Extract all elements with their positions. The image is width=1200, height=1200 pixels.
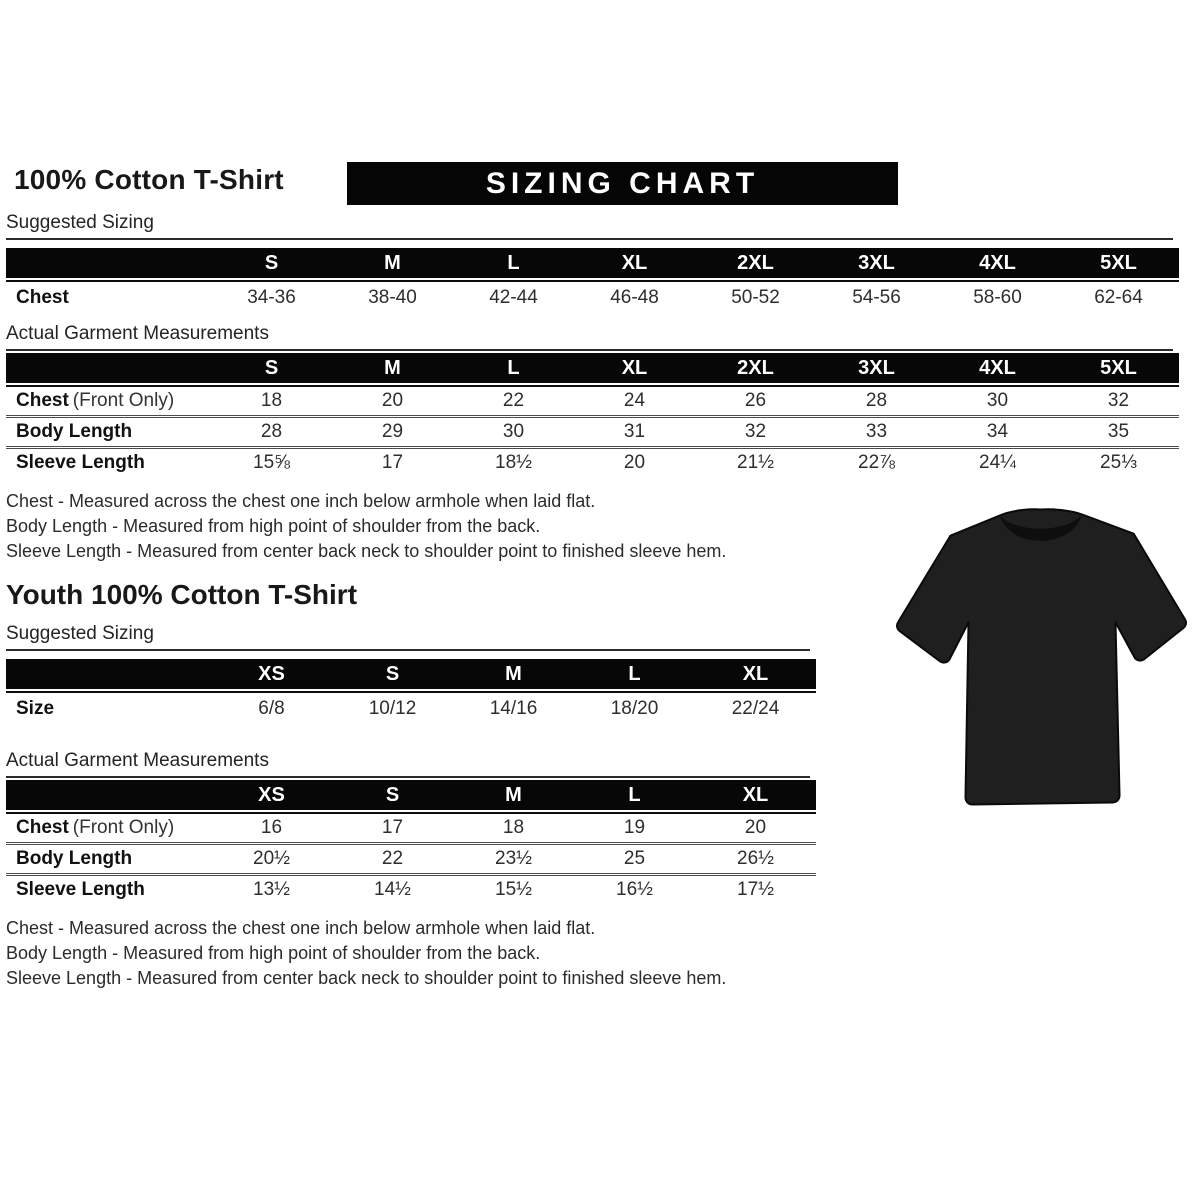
data-cell: 22/24 (731, 698, 780, 719)
row-label: Size (16, 698, 55, 719)
data-cell: 30 (502, 421, 525, 442)
page-title: 100% Cotton T-Shirt (14, 164, 284, 195)
adult-measurements-heading: Actual Garment Measurements (6, 323, 1173, 351)
data-cell: 10/12 (368, 698, 417, 719)
col-header: L (507, 357, 520, 379)
data-cell: 62-64 (1094, 287, 1143, 308)
col-header: 2XL (737, 252, 774, 274)
note-line: Body Length - Measured from high point of shoulder from the back. (6, 943, 541, 963)
data-cell: 35 (1107, 421, 1130, 442)
data-cell: 32 (744, 421, 767, 442)
row-label: Chest (Front Only) (16, 817, 175, 838)
data-cell: 18½ (495, 452, 532, 473)
data-cell: 34 (986, 421, 1009, 442)
data-cell: 20½ (253, 848, 290, 869)
col-header: 4XL (979, 357, 1016, 379)
data-cell: 14/16 (489, 698, 538, 719)
col-header: 5XL (1100, 357, 1137, 379)
data-cell: 14½ (374, 879, 411, 900)
col-header: XS (258, 784, 285, 806)
col-header: XL (621, 252, 648, 274)
table-row (6, 814, 816, 845)
data-cell: 22 (381, 848, 404, 869)
adult-suggested-heading: Suggested Sizing (6, 212, 1173, 240)
data-cell: 17 (381, 452, 404, 473)
col-header: S (385, 663, 400, 685)
data-cell: 26½ (737, 848, 774, 869)
row-label: Body Length (16, 421, 133, 442)
row-label: Body Length (16, 848, 133, 869)
sizing-chart-banner (347, 162, 898, 205)
table-row (6, 876, 816, 904)
col-header: L (628, 784, 641, 806)
youth-notes (6, 916, 1179, 991)
youth-measurements-heading: Actual Garment Measurements (6, 750, 810, 778)
data-cell: 46-48 (610, 287, 659, 308)
data-cell: 38-40 (368, 287, 417, 308)
data-cell: 26 (744, 390, 767, 411)
table-row (6, 845, 816, 876)
col-header: 3XL (858, 357, 895, 379)
data-cell: 28 (865, 390, 888, 411)
youth-title: Youth 100% Cotton T-Shirt (6, 579, 358, 610)
tshirt-image (890, 474, 1192, 834)
col-header: M (384, 252, 401, 274)
col-header: M (505, 784, 522, 806)
data-cell: 31 (623, 421, 646, 442)
data-cell: 23½ (495, 848, 532, 869)
data-cell: 32 (1107, 390, 1130, 411)
data-cell: 20 (381, 390, 404, 411)
note-line: Sleeve Length - Measured from center back neck to shoulder point to finished sleeve hem. (6, 968, 727, 988)
sizing-chart-banner-text: SIZING CHART (485, 166, 760, 200)
data-cell: 20 (744, 817, 767, 838)
col-header: 5XL (1100, 252, 1137, 274)
data-cell: 28 (260, 421, 283, 442)
data-cell: 33 (865, 421, 888, 442)
data-cell: 20 (623, 452, 646, 473)
data-cell: 16½ (616, 879, 653, 900)
row-label-suffix: (Front Only) (72, 390, 175, 411)
data-cell: 15⅝ (253, 452, 290, 473)
data-cell: 42-44 (489, 287, 538, 308)
data-cell: 18/20 (610, 698, 659, 719)
note-line: Chest - Measured across the chest one inch below armhole when laid flat. (6, 491, 596, 511)
data-cell: 22⅞ (858, 452, 895, 473)
row-label: Sleeve Length (16, 452, 145, 473)
col-header: 4XL (979, 252, 1016, 274)
data-cell: 54-56 (852, 287, 901, 308)
table-row (6, 693, 816, 724)
data-cell: 17 (381, 817, 404, 838)
note-line: Sleeve Length - Measured from center back neck to shoulder point to finished sleeve hem. (6, 541, 727, 561)
data-cell: 58-60 (973, 287, 1022, 308)
col-header: 2XL (737, 357, 774, 379)
row-label-suffix: (Front Only) (72, 817, 175, 838)
row-label: Sleeve Length (16, 879, 145, 900)
note-line: Chest - Measured across the chest one inch below armhole when laid flat. (6, 918, 596, 938)
data-cell: 18 (502, 817, 525, 838)
col-header: XL (742, 784, 769, 806)
data-cell: 29 (381, 421, 404, 442)
adult-suggested-header-row (6, 248, 1179, 278)
youth-suggested-header-row (6, 659, 816, 689)
col-header: M (505, 663, 522, 685)
data-cell: 22 (502, 390, 525, 411)
table-row (6, 418, 1179, 449)
col-header: L (628, 663, 641, 685)
row-label: Chest (16, 287, 69, 308)
table-row (6, 282, 1179, 313)
adult-measurements-table (6, 353, 1179, 477)
col-header: S (264, 252, 279, 274)
data-cell: 16 (260, 817, 283, 838)
adult-measurements-header-row (6, 353, 1179, 383)
data-cell: 21½ (737, 452, 774, 473)
data-cell: 19 (623, 817, 646, 838)
note-line: Body Length - Measured from high point of shoulder from the back. (6, 516, 541, 536)
col-header: S (264, 357, 279, 379)
adult-suggested-table (6, 248, 1179, 313)
youth-suggested-heading: Suggested Sizing (6, 623, 810, 651)
data-cell: 30 (986, 390, 1009, 411)
data-cell: 25 (623, 848, 646, 869)
data-cell: 34-36 (247, 287, 296, 308)
data-cell: 25⅓ (1100, 452, 1137, 473)
col-header: XS (258, 663, 285, 685)
table-row (6, 387, 1179, 418)
col-header: S (385, 784, 400, 806)
col-header: 3XL (858, 252, 895, 274)
youth-measurements-header-row (6, 780, 816, 810)
data-cell: 24¼ (979, 452, 1016, 473)
col-header: L (507, 252, 520, 274)
tshirt-body (897, 509, 1186, 804)
row-label: Chest (Front Only) (16, 390, 175, 411)
data-cell: 6/8 (258, 698, 285, 719)
data-cell: 15½ (495, 879, 532, 900)
data-cell: 13½ (253, 879, 290, 900)
data-cell: 50-52 (731, 287, 780, 308)
data-cell: 17½ (737, 879, 774, 900)
data-cell: 24 (623, 390, 646, 411)
col-header: XL (742, 663, 769, 685)
table-row (6, 449, 1179, 477)
col-header: M (384, 357, 401, 379)
data-cell: 18 (260, 390, 283, 411)
col-header: XL (621, 357, 648, 379)
